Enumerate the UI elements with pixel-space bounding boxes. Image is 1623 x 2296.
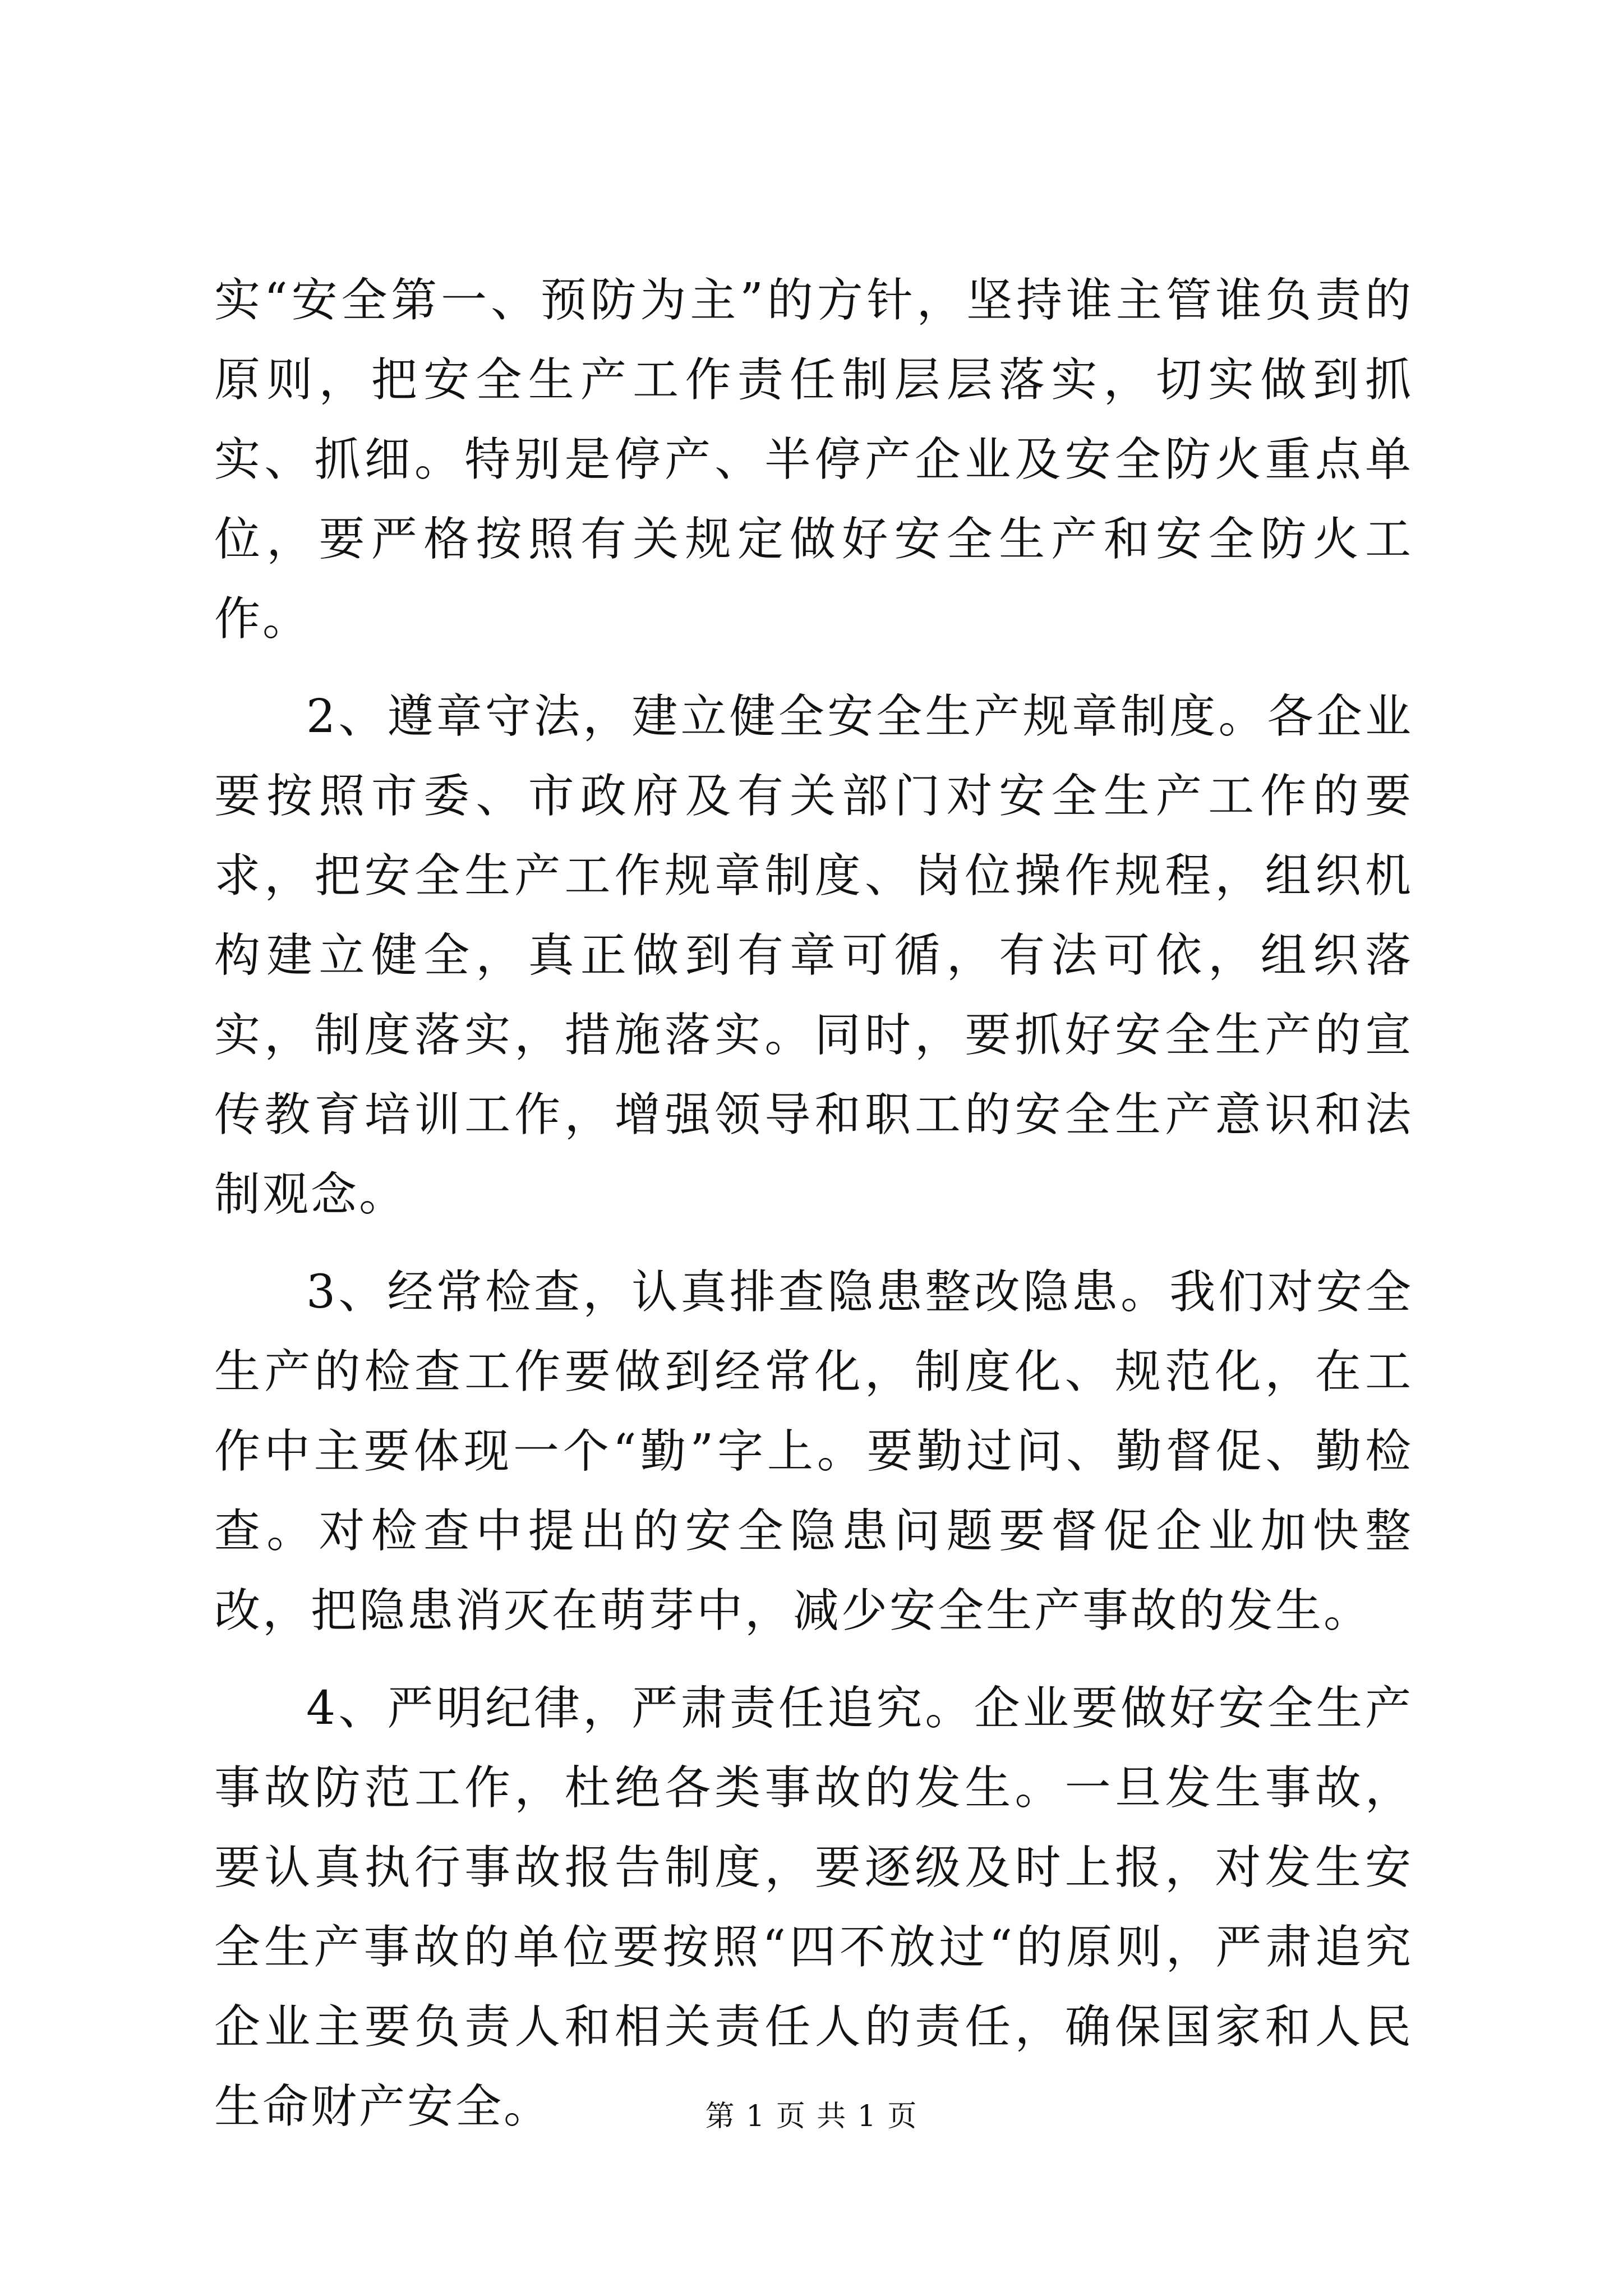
page-number-footer: 第 1 页 共 1 页 (705, 2100, 918, 2133)
paragraph-item-4: 4、严明纪律，严肃责任追究。企业要做好安全生产事故防范工作，杜绝各类事故的发生。一旦发生事故，要认真执行事故报告制度，要逐级及时上报，对发生安全生产事故的单位要按照“四不放过“的原则，严肃追究企业主要负责人和相关责任人的责任，确保国家和人民生命财产安全。 (214, 1682, 1413, 2133)
paragraph-continuation: 实“安全第一、预防为主”的方针，坚持谁主管谁负责的原则，把安全生产工作责任制层层落实，切实做到抓实、抓细。特别是停产、半停产企业及安全防火重点单位，要严格按照有关规定做好安全生产和安全防火工作。 (214, 274, 1413, 646)
paragraph-item-2: 2、遵章守法，建立健全安全生产规章制度。各企业要按照市委、市政府及有关部门对安全生产工作的要求，把安全生产工作规章制度、岗位操作规程，组织机构建立健全，真正做到有章可循，有法可依，组织落实，制度落实，措施落实。同时，要抓好安全生产的宣传教育培训工作，增强领导和职工的安全生产意识和法制观念。 (214, 690, 1413, 1221)
document-body (214, 261, 1413, 2147)
paragraph-item-3: 3、经常检查，认真排查隐患整改隐患。我们对安全生产的检查工作要做到经常化，制度化、规范化，在工作中主要体现一个“勤”字上。要勤过问、勤督促、勤检查。对检查中提出的安全隐患问题要督促企业加快整改，把隐患消灭在萌芽中，减少安全生产事故的发生。 (214, 1266, 1413, 1637)
